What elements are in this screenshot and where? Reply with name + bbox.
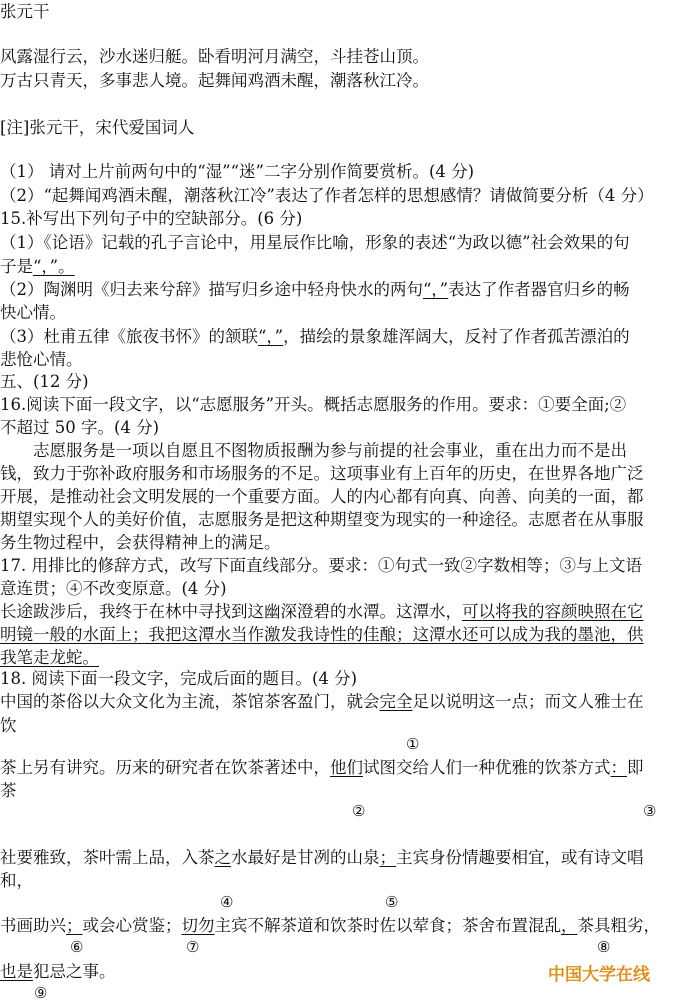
q17-passage-line-3: 我笔走龙蛇。 — [0, 648, 99, 667]
q15-part-3-line-1 — [0, 326, 630, 348]
q18-mark-1-word: 完全 — [379, 692, 413, 711]
q17-passage-line-1 — [0, 601, 644, 623]
q17-line-1: 17. 用排比的修辞方式，改写下面直线部分。要求：①句式一致②字数相等；③与上文语 — [0, 556, 642, 575]
q18-text: 犯忌之事。 — [33, 962, 116, 981]
q14-part-2: （2）“起舞闻鸡酒未醒，潮落秋江冷”表达了作者怎样的思想感情？请做简要分析（4 分） — [0, 186, 654, 205]
marker-7: ⑦ — [186, 938, 200, 956]
q15-part-1-prefix: 子是 — [0, 257, 33, 276]
marker-3: ③ — [643, 802, 657, 820]
q18-text: 主宾身份情趣要相宜，或有诗文唱 — [396, 848, 644, 867]
q15-blank-2[interactable]: “，” — [423, 280, 449, 299]
q17-line-2: 意连贯；④不改变原意。(4 分) — [0, 579, 227, 598]
q17-passage-prefix: 长途跋涉后，我终于在林中寻找到这幽深澄碧的水潭。这潭水， — [0, 602, 462, 621]
q16-line-2: 不超过 50 字。(4 分) — [0, 418, 160, 437]
q16-passage-line-4: 期望实现个人的美好价值，志愿服务是把这种期望变为现实的一种途径。志愿者在从事服 — [0, 510, 644, 529]
q15-part-2-line-2: 快心情。 — [0, 303, 66, 322]
q18-text: 或会心赏鉴； — [82, 916, 182, 935]
q15-title: 15.补写出下列句子中的空缺部分。(6 分) — [0, 209, 303, 228]
q17-passage-line-2: 明镜一般的水面上；我把这潭水当作激发我诗性的佳酿；这潭水还可以成为我的墨池，供 — [0, 625, 644, 644]
marker-5: ⑤ — [385, 893, 399, 911]
q15-blank-3[interactable]: “，” — [258, 327, 284, 346]
q18-mark-5-word: ； — [379, 848, 396, 867]
q18-text: 中国的茶俗以大众文化为主流，茶馆茶客盈门，就会 — [0, 692, 380, 711]
q18-text: 足以说明这一点；而文人雅士在 — [412, 692, 644, 711]
q18-line-5 — [0, 961, 116, 983]
section-5-title: 五、(12 分) — [0, 372, 89, 391]
marker-2: ② — [352, 802, 366, 820]
q16-passage-line-5: 务生物过程中，会获得精神上的满足。 — [0, 533, 281, 552]
q18-text: 主宾不解茶道和饮茶时佐以荤食；茶舍布置混乱 — [214, 916, 561, 935]
q15-part-3-prefix: （3）杜甫五律《旅夜书怀》的颔联 — [0, 327, 258, 346]
q18-text: 水最好是甘冽的山泉 — [231, 848, 380, 867]
q18-mark-8-word: ， — [561, 916, 578, 935]
q18-line-1 — [0, 691, 644, 713]
marker-6: ⑥ — [70, 938, 84, 956]
q18-text: 茶上另有讲究。历来的研究者在饮茶著述中， — [0, 758, 330, 777]
q18-line-1-wrap: 饮 — [0, 716, 17, 735]
q15-part-1-line-1: （1）《论语》记载的孔子言论中，用星辰作比喻，形象的表述“为政以德”社会效果的句 — [0, 233, 630, 252]
q14-part-1: （1） 请对上片前两句中的“湿”“迷”二字分别作简要赏析。(4 分) — [0, 162, 475, 181]
q16-passage-line-2: 钱，致力于弥补政府服务和市场服务的不足。这项事业有上百年的历史，在世界各地广泛 — [0, 464, 644, 483]
poem-author: 张元干 — [0, 2, 50, 21]
q15-part-3-line-2: 悲怆心情。 — [0, 350, 83, 369]
marker-4: ④ — [220, 893, 234, 911]
q15-part-1-line-2 — [0, 256, 75, 278]
q18-text: 茶具粗劣， — [577, 916, 660, 935]
q15-part-2-suffix: 表达了作者器官归乡的畅 — [448, 280, 630, 299]
q18-line-2 — [0, 757, 644, 779]
q18-text: 书画助兴 — [0, 916, 66, 935]
q16-line-1: 16.阅读下面一段文字，以“志愿服务”开头。概括志愿服务的作用。要求：①要全面;② — [0, 395, 627, 414]
q17-underlined-start: 可以将我的容颜映照在它 — [462, 602, 644, 621]
q18-line-2-wrap: 茶 — [0, 781, 17, 800]
q18-mark-6-word: ； — [66, 916, 83, 935]
poem-line-2: 万古只青天，多事悲人境。起舞闻鸡酒未醒，潮落秋江冷。 — [0, 71, 429, 90]
q18-mark-3-word: ： — [610, 758, 627, 777]
q18-mark-4-word: 之 — [214, 848, 231, 867]
q18-mark-7-word: 切勿 — [181, 916, 215, 935]
q16-passage-line-3: 开展，是推动社会文明发展的一个重要方面。人的内心都有向真、向善、向美的一面，都 — [0, 487, 644, 506]
q15-part-2-line-1 — [0, 279, 630, 301]
q18-mark-2-word: 他们 — [330, 758, 363, 777]
poem-note: [注]张元干，宋代爱国词人 — [0, 118, 195, 137]
poem-line-1: 风露湿行云，沙水迷归艇。卧看明河月满空，斗挂苍山顶。 — [0, 47, 429, 66]
q18-text: 试图交给人们一种优雅的饮茶方式 — [363, 758, 611, 777]
q18-line-4 — [0, 915, 660, 937]
marker-9: ⑨ — [34, 984, 48, 1002]
q18-text: 社要雅致，茶叶需上品，入茶 — [0, 848, 215, 867]
q18-text: 即 — [627, 758, 644, 777]
watermark: 中国大学在线 — [548, 965, 650, 985]
q18-mark-9-word: 也是 — [0, 962, 33, 981]
q15-part-2-prefix: （2）陶渊明《归去来兮辞》描写归乡途中轻舟快水的两句 — [0, 280, 423, 299]
q15-part-3-suffix: ，描绘的景象雄浑阔大，反衬了作者孤苦漂泊的 — [283, 327, 630, 346]
q18-line-3-wrap: 和， — [0, 871, 33, 890]
marker-8: ⑧ — [597, 938, 611, 956]
marker-1: ① — [406, 735, 420, 753]
q18-line-3 — [0, 847, 644, 869]
q18-title: 18. 阅读下面一段文字，完成后面的题目。(4 分) — [0, 669, 358, 688]
q16-passage-line-1: 志愿服务是一项以自愿且不图物质报酬为参与前提的社会事业，重在出力而不是出 — [33, 441, 627, 460]
q15-blank-1[interactable]: “，”。 — [33, 257, 75, 276]
